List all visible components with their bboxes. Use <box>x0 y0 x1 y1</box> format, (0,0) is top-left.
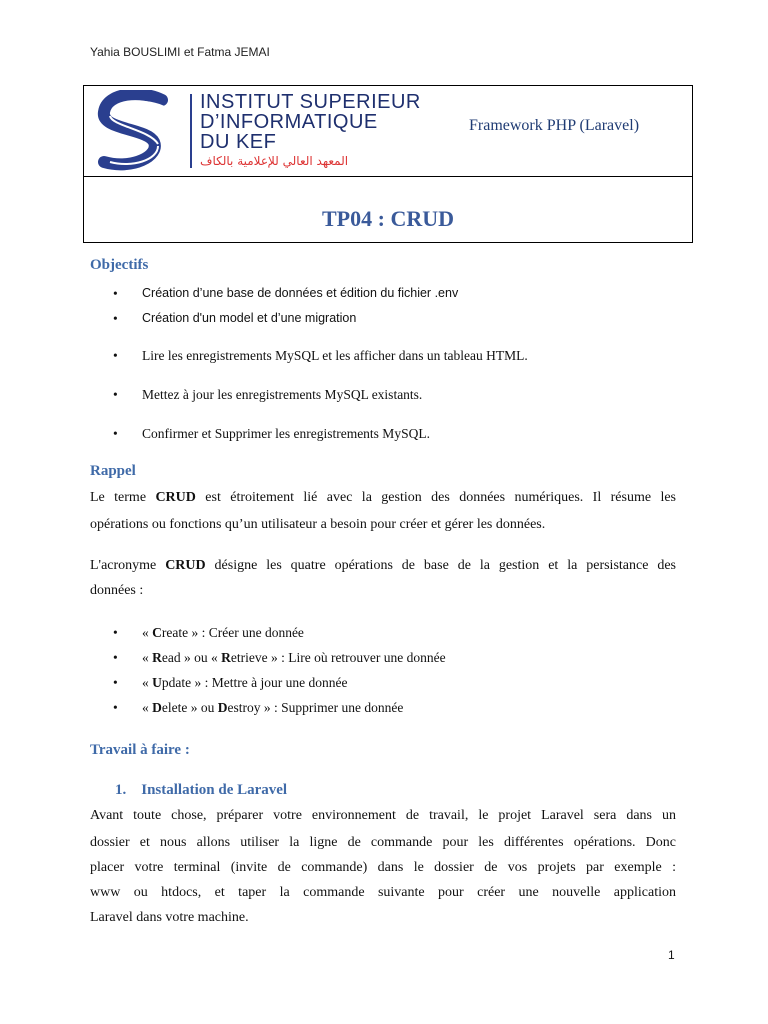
paragraph-line: Laravel dans votre machine. <box>90 910 249 925</box>
logo-s-icon <box>92 90 182 174</box>
logo-line-3: DU KEF <box>200 131 277 153</box>
paragraph-line: placer votre terminal (invite de commande) dans le dossier de vos projets par exemple : <box>90 860 676 875</box>
rappel-paragraph-1-line-1: Le terme CRUD est étroitement lié avec la gestion des données numériques. Il résume les <box>90 490 677 505</box>
logo-line-1: INSTITUT SUPERIEUR <box>200 91 421 113</box>
author-header: Yahia BOUSLIMI et Fatma JEMAI <box>90 45 270 59</box>
course-title: Framework PHP (Laravel) <box>469 117 640 134</box>
paragraph-line: Avant toute chose, préparer votre environnement de travail, le projet Laravel sera dans un <box>90 808 676 823</box>
paragraph-line: dossier et nous allons utiliser la ligne de commande pour les différentes opérations. Donc <box>90 835 676 850</box>
page-number: 1 <box>668 948 675 962</box>
travail-heading: Travail à faire : <box>90 742 190 758</box>
logo-divider <box>190 94 192 168</box>
objectifs-heading: Objectifs <box>90 257 149 273</box>
section-1-title: 1. Installation de Laravel <box>115 782 288 798</box>
tp-title: TP04 : CRUD <box>322 206 454 231</box>
paragraph-line: www ou htdocs, et taper la commande suivante pour créer une nouvelle application <box>90 885 676 900</box>
logo-text <box>200 92 421 152</box>
document-page: Yahia BOUSLIMI et Fatma JEMAI INSTITUT SUPERIEUR D’INFORMATIQUE DU KEF المعهد العالي للإعلامية بالكاف Framework PHP (Laravel) TP04 : CRUD Objectifs Création d’une base de données et édition du fichier .env Création d'un model et d’une migration Lire les enregistrements MySQL et les afficher dans un tableau HTML. Mettez à jour les enregistrements MySQL existants. Confirmer et Supprimer les enregistrements MySQL. Rappel Le terme CRUD est étroitement lié avec la gestion des données numériques. Il résume les opérations ou fonctions qu’un utilisateur a besoin pour créer et gérer les données. L'acronyme CRUD désigne les quatre opérations de base de la gestion et la persistance des données : « Create » : Créer une donnée « Read » ou « Retrieve » : Lire où retrouver une donnée « Update » : Mettre à jour une donnée « Delete » ou Destroy » : Supprimer une donnée Travail à faire : 1. Installation de Laravel Avant toute chose, préparer votre environnement de travail, le projet Laravel sera dans un dossier et nous allons utiliser la ligne de commande pour les différentes opérations. Donc placer votre terminal (invite de commande) dans le dossier de vos projets par exemple : www ou htdocs, et taper la commande suivante pour créer une nouvelle application Laravel dans votre machine. 1 <box>0 0 768 1024</box>
institute-logo <box>92 90 442 174</box>
title-box-top-row <box>84 86 692 177</box>
rappel-paragraph-1-line-2: opérations ou fonctions qu’un utilisateur a besoin pour créer et gérer les données. <box>90 517 546 532</box>
logo-line-2: D’INFORMATIQUE <box>200 111 378 133</box>
rappel-paragraph-2-line-2: données : <box>90 583 144 598</box>
rappel-paragraph-2-line-1: L'acronyme CRUD désigne les quatre opérations de base de la gestion et la persistance des <box>90 558 676 573</box>
rappel-heading: Rappel <box>90 463 136 479</box>
title-box <box>83 85 693 243</box>
logo-arabic-text: المعهد العالي للإعلامية بالكاف <box>200 154 349 168</box>
